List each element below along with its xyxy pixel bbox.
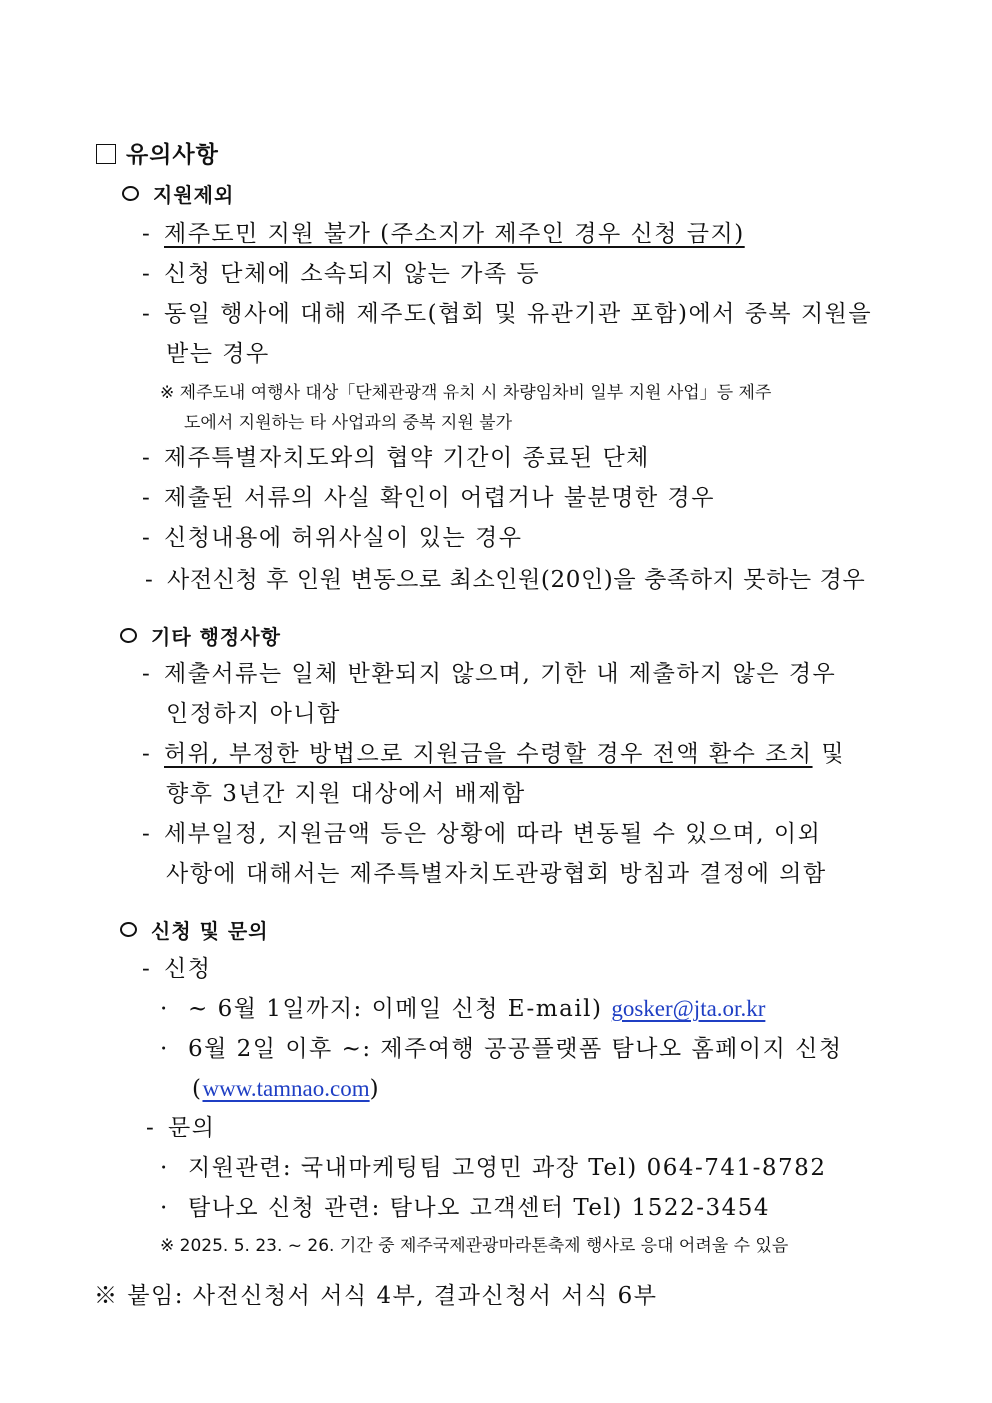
- apply-item-cont: [192, 1074, 380, 1104]
- admin-heading: [120, 622, 281, 652]
- admin-text: 인정하지 아니함: [166, 701, 341, 727]
- apply-heading-text: 신청 및 문의: [151, 919, 269, 943]
- attachment-text: ※ 붙임: 사전신청서 서식 4부, 결과신청서 서식 6부: [94, 1283, 658, 1309]
- admin-text-underlined: 허위, 부정한 방법으로 지원금을 수령할 경우 전액 환수 조치: [164, 741, 813, 767]
- apply-item: · 6월 2일 이후 ~: 제주여행 공공플랫폼 탐나오 홈페이지 신청: [160, 1036, 843, 1062]
- paren: ): [369, 1076, 381, 1102]
- circle-bullet-icon: [120, 922, 137, 937]
- exclusion-text: 신청내용에 허위사실이 있는 경우: [164, 525, 523, 551]
- attachment-note: [94, 1281, 657, 1311]
- admin-item: - 허위, 부정한 방법으로 지원금을 수령할 경우 전액 환수 조치 및: [142, 741, 846, 767]
- admin-text: 제출서류는 일체 반환되지 않으며, 기한 내 제출하지 않은 경우: [164, 661, 837, 687]
- admin-item: - 세부일정, 지원금액 등은 상황에 따라 변동될 수 있으며, 이외: [142, 821, 822, 847]
- admin-text: 세부일정, 지원금액 등은 상황에 따라 변동될 수 있으며, 이외: [164, 821, 822, 847]
- exclusion-text: 제주특별자치도와의 협약 기간이 종료된 단체: [164, 445, 650, 471]
- section-title: [96, 140, 219, 170]
- admin-heading-text: 기타 행정사항: [151, 625, 281, 649]
- exclusion-text: 사전신청 후 인원 변동으로 최소인원(20인)을 충족하지 못하는 경우: [167, 567, 866, 593]
- exclusion-item: - 신청 단체에 소속되지 않는 가족 등: [142, 261, 541, 287]
- apply-item-text: ~ 6월 1일까지: 이메일 신청 E-mail): [188, 996, 612, 1022]
- admin-text: 사항에 대해서는 제주특별자치도관광협회 방침과 결정에 의함: [166, 861, 827, 887]
- exclusion-text: 신청 단체에 소속되지 않는 가족 등: [164, 261, 541, 287]
- exclusion-text: 제출된 서류의 사실 확인이 어렵거나 불분명한 경우: [164, 485, 715, 511]
- circle-bullet-icon: [120, 628, 137, 643]
- exclusion-item: - 제출된 서류의 사실 확인이 어렵거나 불분명한 경우: [142, 485, 715, 511]
- admin-item-cont: [166, 699, 341, 729]
- empty-square-icon: [96, 144, 116, 164]
- apply-item-text: 6월 2일 이후 ~: 제주여행 공공플랫폼 탐나오 홈페이지 신청: [188, 1036, 843, 1062]
- circle-bullet-icon: [122, 186, 139, 201]
- inquiry-item-text: 탐나오 신청 관련: 탐나오 고객센터 Tel) 1522-3454: [188, 1195, 771, 1221]
- exclusion-item: - 신청내용에 허위사실이 있는 경우: [142, 525, 523, 551]
- section-title-text: 유의사항: [126, 142, 219, 168]
- inquiry-label-text: 문의: [168, 1115, 216, 1141]
- exclusion-item: - 사전신청 후 인원 변동으로 최소인원(20인)을 충족하지 못하는 경우: [145, 567, 866, 593]
- admin-text: 향후 3년간 지원 대상에서 배제함: [166, 781, 526, 807]
- exclusion-item: - 제주특별자치도와의 협약 기간이 종료된 단체: [142, 445, 650, 471]
- exclusion-item: - 제주도민 지원 불가 (주소지가 제주인 경우 신청 금지): [142, 221, 745, 247]
- inquiry-item: · 지원관련: 국내마케팅팀 고영민 과장 Tel) 064-741-8782: [160, 1155, 827, 1181]
- apply-label-text: 신청: [164, 956, 212, 982]
- exclusions-heading-text: 지원제외: [153, 183, 235, 207]
- apply-heading: [120, 916, 269, 946]
- apply-note-text: ※ 2025. 5. 23. ~ 26. 기간 중 제주국제관광마라톤축제 행사로 응대 어려울 수 있음: [160, 1236, 789, 1256]
- exclusion-text: 동일 행사에 대해 제주도(협회 및 유관기관 포함)에서 중복 지원을: [164, 301, 873, 327]
- email-link[interactable]: gosker@jta.or.kr: [611, 996, 766, 1021]
- exclusion-note: [160, 378, 771, 408]
- inquiry-item-text: 지원관련: 국내마케팅팀 고영민 과장 Tel) 064-741-8782: [188, 1155, 827, 1181]
- inquiry-item: · 탐나오 신청 관련: 탐나오 고객센터 Tel) 1522-3454: [160, 1195, 771, 1221]
- apply-label: - 신청: [142, 956, 212, 982]
- paren: (: [192, 1076, 203, 1102]
- admin-item-cont: [166, 859, 827, 889]
- exclusion-note-cont: [184, 408, 512, 438]
- website-link[interactable]: www.tamnao.com: [202, 1076, 370, 1101]
- exclusion-text-underlined: 제주도민 지원 불가 (주소지가 제주인 경우 신청 금지): [164, 221, 745, 247]
- apply-note: [160, 1231, 788, 1261]
- exclusion-item: - 동일 행사에 대해 제주도(협회 및 유관기관 포함)에서 중복 지원을: [142, 301, 873, 327]
- exclusion-text: 받는 경우: [166, 341, 270, 367]
- exclusion-item-cont: [166, 339, 270, 369]
- exclusion-note-text: ※ 제주도내 여행사 대상「단체관광객 유치 시 차량임차비 일부 지원 사업」등 제주: [160, 383, 772, 403]
- exclusion-note-text: 도에서 지원하는 타 사업과의 중복 지원 불가: [184, 413, 513, 433]
- exclusions-heading: [122, 180, 234, 210]
- admin-item: - 제출서류는 일체 반환되지 않으며, 기한 내 제출하지 않은 경우: [142, 661, 837, 687]
- inquiry-label: - 문의: [146, 1115, 216, 1141]
- admin-text: 및: [812, 741, 846, 767]
- apply-item: · ~ 6월 1일까지: 이메일 신청 E-mail) gosker@jta.or.kr: [160, 996, 766, 1022]
- admin-item-cont: [166, 779, 526, 809]
